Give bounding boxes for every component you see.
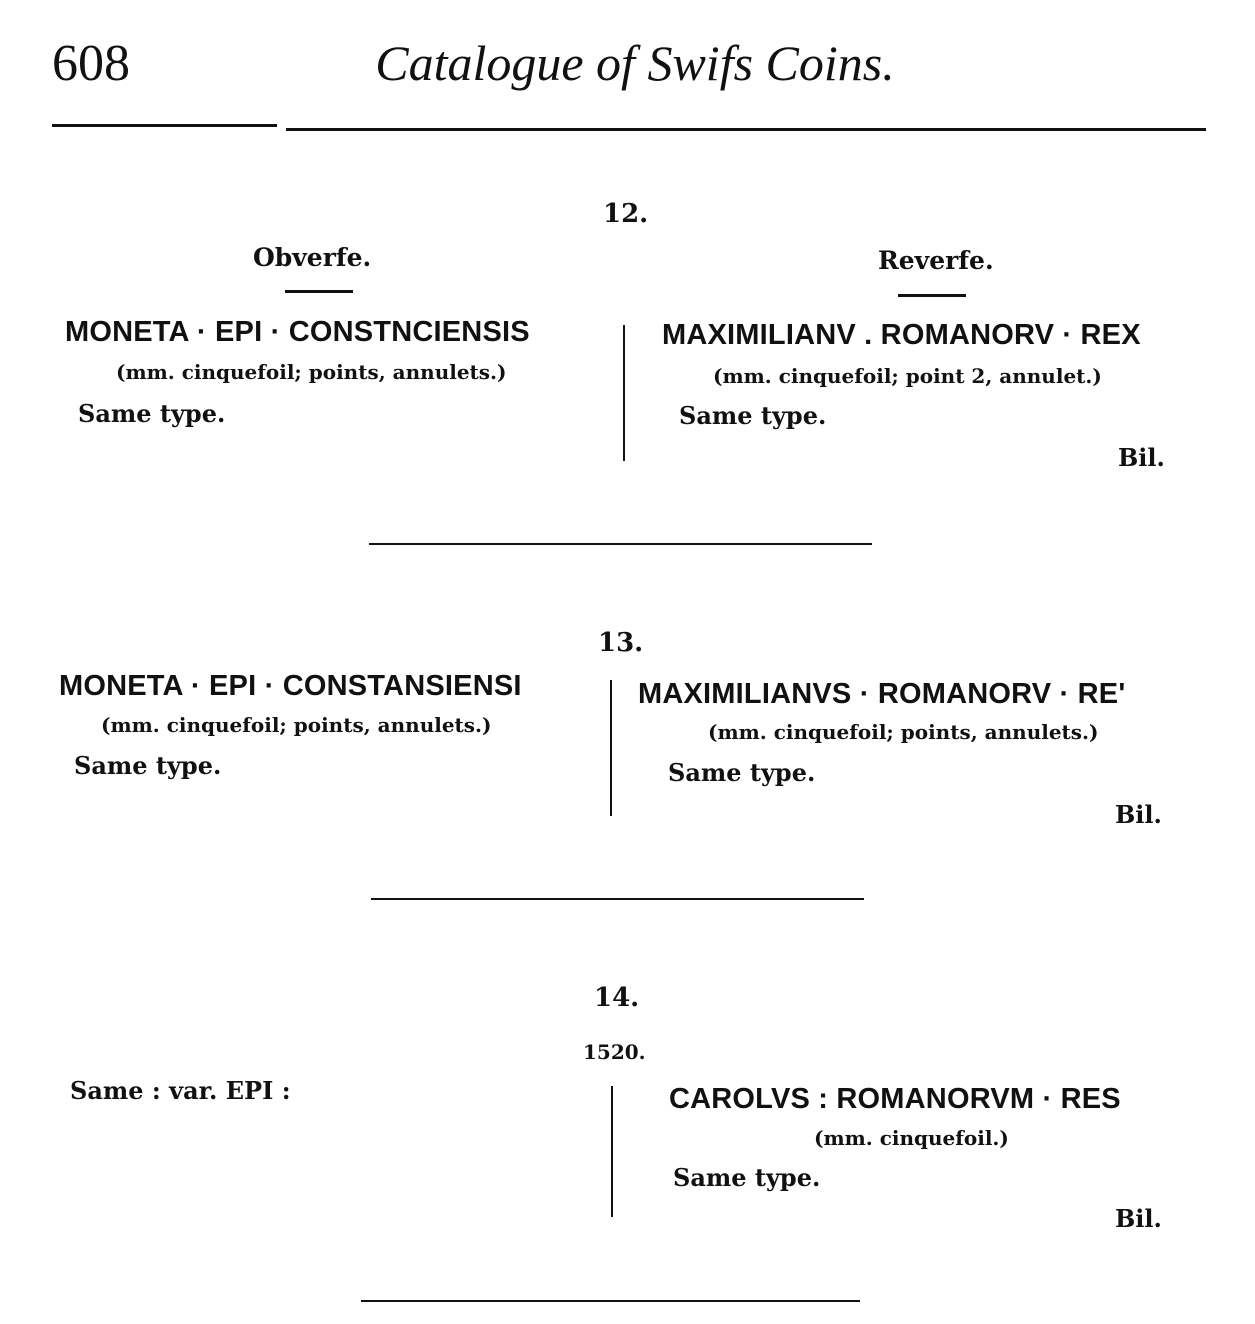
entry-separator (369, 543, 872, 545)
page-number: 608 (52, 35, 130, 92)
reverse-note: (mm. cinquefoil.) (814, 1126, 1009, 1150)
reverse-legend: CAROLVS : ROMANORVM · RES (669, 1083, 1121, 1115)
entry-separator (371, 898, 864, 900)
reverse-legend: MAXIMILIANV . ROMANORV · REX (662, 319, 1141, 351)
page-title: Catalogue of Swifs Coins. (375, 35, 895, 91)
column-divider (611, 1086, 613, 1217)
entry-number: 14. (594, 983, 640, 1013)
obverse-note: (mm. cinquefoil; points, annulets.) (101, 713, 492, 737)
obverse-type: Same type. (78, 399, 226, 428)
metal-label: Bil. (1115, 800, 1162, 829)
metal-label: Bil. (1115, 1204, 1162, 1233)
reverse-note: (mm. cinquefoil; point 2, annulet.) (713, 364, 1102, 388)
column-divider (610, 680, 612, 816)
obverse-legend: MONETA · EPI · CONSTNCIENSIS (65, 316, 530, 348)
obverse-heading: Obverfe. (253, 243, 372, 272)
entry-number: 13. (598, 628, 644, 658)
reverse-heading-underline (898, 294, 966, 297)
column-divider (623, 325, 625, 461)
reverse-type: Same type. (679, 401, 827, 430)
obverse-variant: Same : var. EPI : (70, 1076, 291, 1105)
header-rule-right (286, 128, 1206, 131)
reverse-type: Same type. (668, 758, 816, 787)
metal-label: Bil. (1118, 443, 1165, 472)
reverse-heading: Reverfe. (878, 246, 994, 275)
reverse-legend: MAXIMILIANVS · ROMANORV · RE' (638, 678, 1126, 710)
obverse-legend: MONETA · EPI · CONSTANSIENSI (59, 670, 522, 702)
obverse-heading-underline (285, 290, 353, 293)
entry-separator (361, 1300, 860, 1302)
header-rule-left (52, 124, 277, 127)
reverse-type: Same type. (673, 1163, 821, 1192)
obverse-type: Same type. (74, 751, 222, 780)
reverse-note: (mm. cinquefoil; points, annulets.) (708, 720, 1099, 744)
entry-number: 12. (603, 199, 649, 229)
entry-year: 1520. (583, 1040, 646, 1064)
obverse-note: (mm. cinquefoil; points, annulets.) (116, 360, 507, 384)
